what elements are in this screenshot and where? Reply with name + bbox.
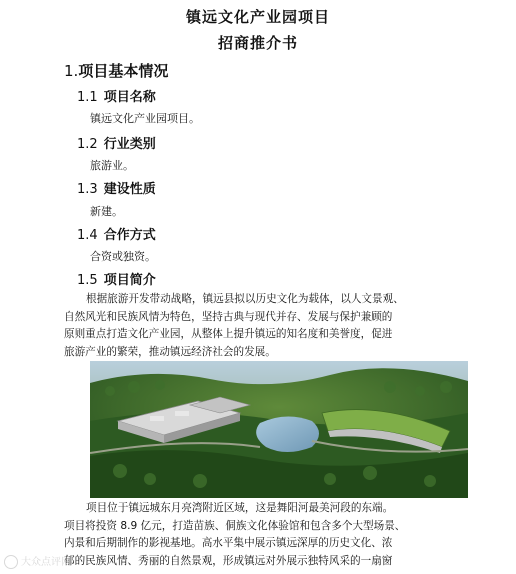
subsection-heading-1-3: 1.3 建设性质 [77, 182, 156, 197]
subsection-heading-1-5: 1.5 项目简介 [77, 273, 156, 288]
project-rendering-image [90, 361, 468, 498]
location-paragraph [64, 500, 464, 570]
section-number: 1. [64, 62, 79, 80]
section-title: 项目基本情况 [78, 62, 169, 80]
intro-line: 自然风光和民族风情为特色，坚持古典与现代并存、发展与保护兼顾的 [64, 310, 393, 323]
section-heading-1 [64, 60, 168, 81]
subsection-heading-1-1: 1.1 项目名称 [77, 90, 156, 105]
location-line: 郁的民族风情、秀丽的自然景观，形成镇远对外展示独特风采的一扇窗 [64, 554, 393, 567]
document-title: 镇远文化产业园项目 [185, 8, 330, 26]
location-line: 内景和后期制作的影视基地。高水平集中展示镇远深厚的历史文化、浓 [64, 537, 393, 549]
intro-paragraph [64, 291, 464, 361]
subsection-heading-1-2: 1.2 行业类别 [77, 137, 156, 152]
subsection-body-1-1: 镇远文化产业园项目。 [90, 112, 200, 125]
watermark-logo-icon [4, 555, 18, 569]
watermark: 大众点评网 [4, 553, 71, 569]
subsection-heading-1-4: 1.4 合作方式 [77, 228, 156, 243]
location-line: 项目将投资 8.9 亿元，打造苗族、侗族文化体验馆和包含多个大型场景、 [64, 519, 406, 532]
subsection-body-1-3: 新建。 [90, 205, 123, 218]
intro-line: 根据旅游开发带动战略，镇远县拟以历史文化为载体，以人文景观、 [86, 293, 404, 305]
intro-line: 原则重点打造文化产业园，从整体上提升镇远的知名度和美誉度，促进 [64, 328, 393, 340]
intro-line: 旅游产业的繁荣，推动镇远经济社会的发展。 [64, 345, 276, 358]
subsection-body-1-2: 旅游业。 [90, 159, 134, 172]
subsection-body-1-4: 合资或独资。 [90, 250, 156, 263]
location-line: 项目位于镇远城东月亮湾附近区域，这是舞阳河最美河段的东端。 [86, 502, 394, 514]
document-subtitle: 招商推介书 [217, 34, 298, 52]
